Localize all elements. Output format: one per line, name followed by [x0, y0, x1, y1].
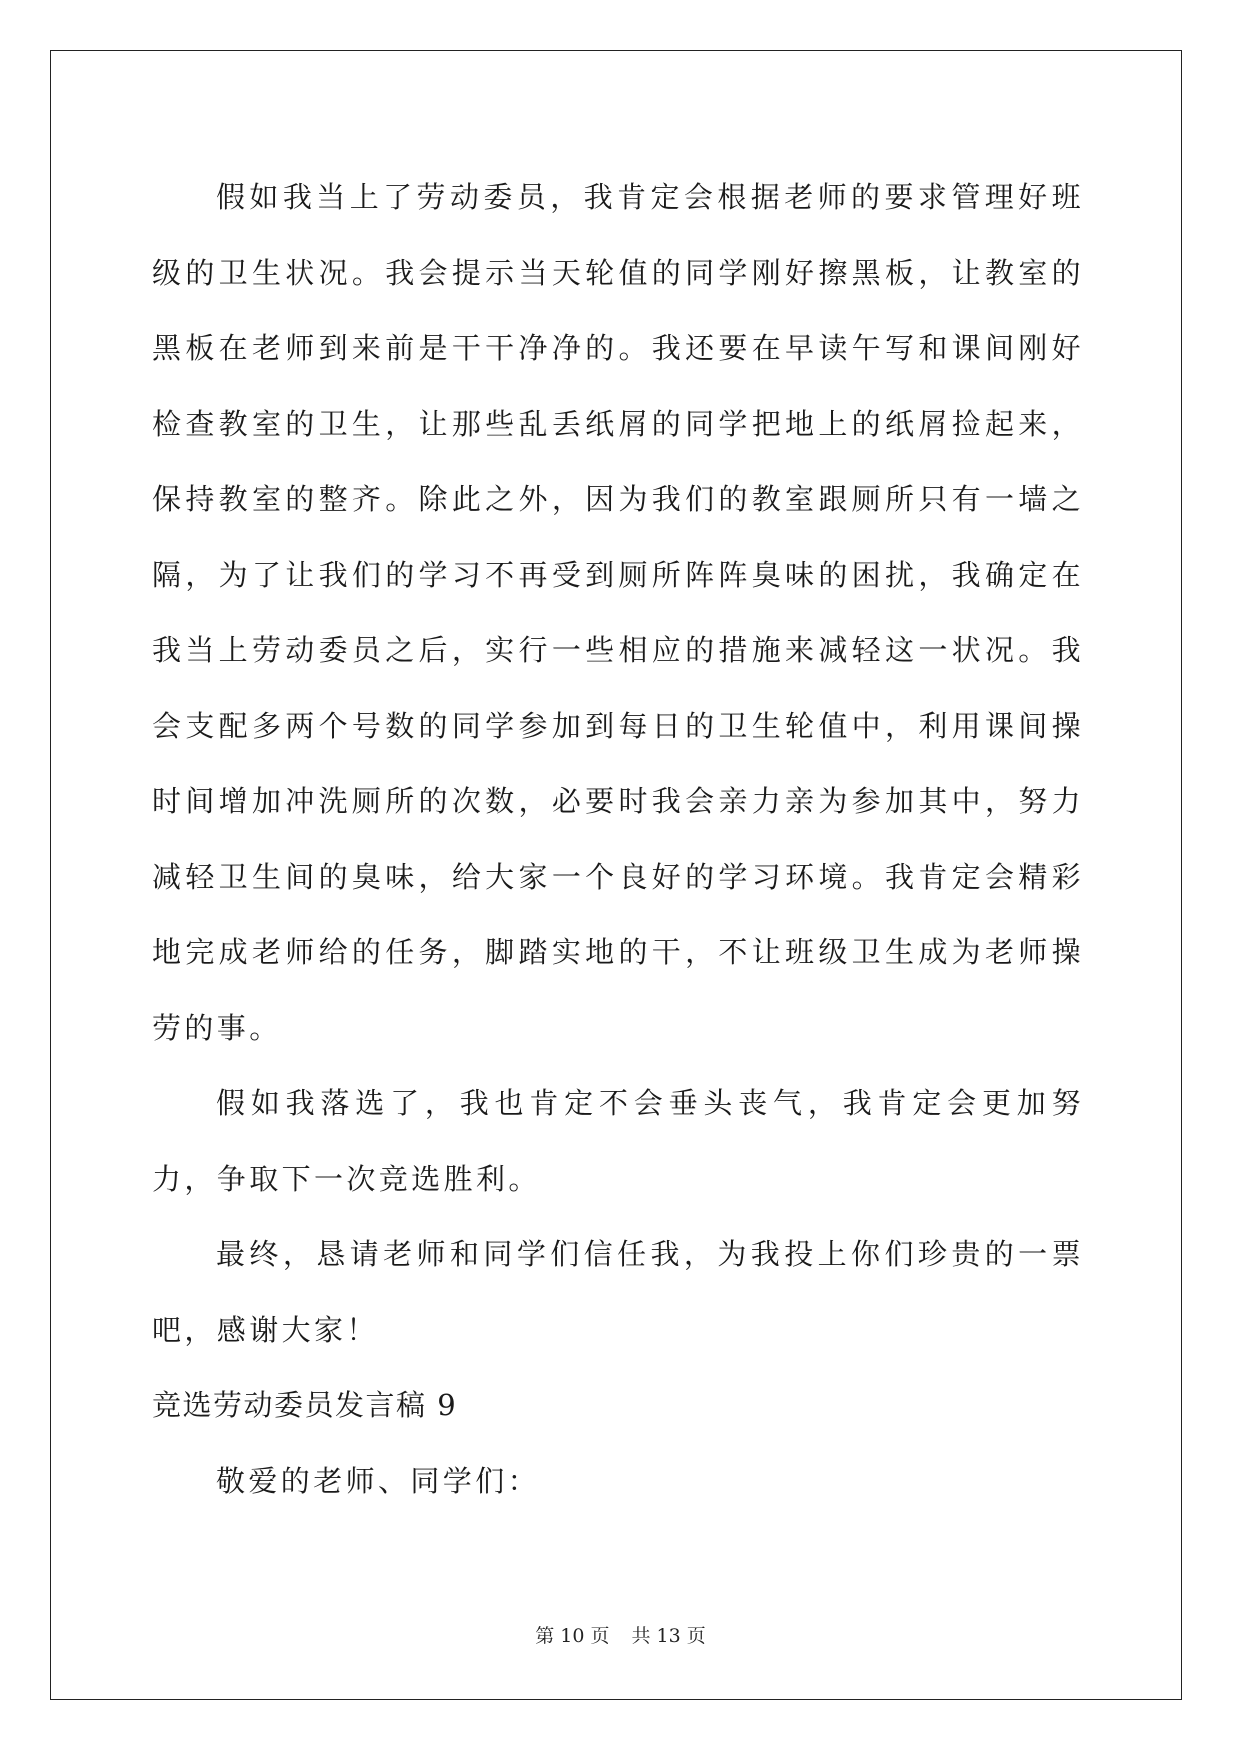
salutation: 敬爱的老师、同学们： [216, 1463, 541, 1498]
paragraph: 假如我落选了，我也肯定不会垂头丧气，我肯定会更加努力，争取下一次竞选胜利。 [152, 1086, 1084, 1196]
page-total: 共 13 页 [631, 1625, 706, 1647]
section-title: 竞选劳动委员发言稿 9 [152, 1388, 458, 1422]
page-footer [0, 1624, 1241, 1648]
paragraph: 假如我当上了劳动委员，我肯定会根据老师的要求管理好班级的卫生状况。我会提示当天轮值的同学刚好擦黑板，让教室的黑板在老师到来前是干干净净的。我还要在早读午写和课间刚好检查教室的卫生，让那些乱丢纸屑的同学把地上的纸屑捡起来，保持教室的整齐。除此之外，因为我们的教室跟厕所只有一墙之隔，为了让我们的学习不再受到厕所阵阵臭味的困扰，我确定在我当上劳动委员之后，实行一些相应的措施来减轻这一状况。我会支配多两个号数的同学参加到每日的卫生轮值中，利用课间操时间增加冲洗厕所的次数，必要时我会亲力亲为参加其中，努力减轻卫生间的臭味，给大家一个良好的学习环境。我肯定会精彩地完成老师给的任务，脚踏实地的干，不让班级卫生成为老师操劳的事。 [152, 180, 1084, 1045]
paragraph: 最终，恳请老师和同学们信任我，为我投上你们珍贵的一票吧，感谢大家！ [152, 1237, 1084, 1347]
page-number: 第 10 页 [535, 1625, 610, 1647]
document-body [152, 160, 1084, 1519]
